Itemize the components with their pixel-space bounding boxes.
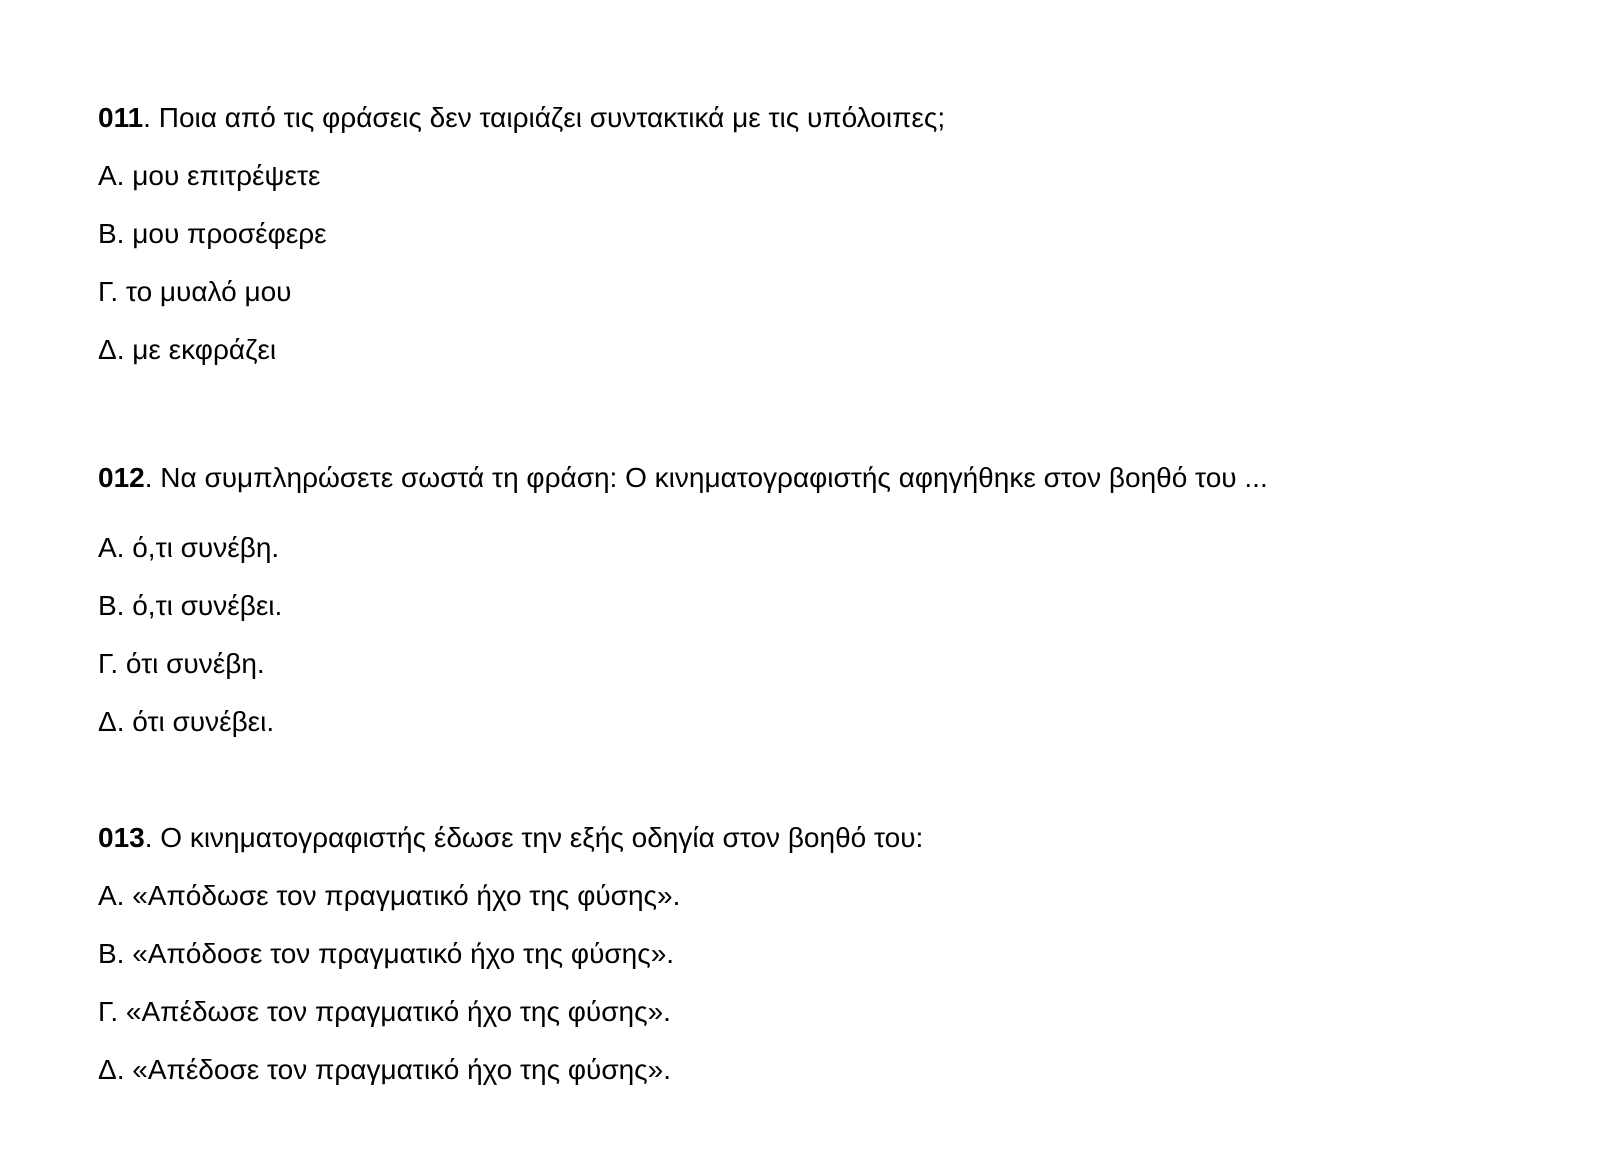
question-text: . Να συμπληρώσετε σωστά τη φράση: Ο κινηματογραφιστής αφηγήθηκε στον βοηθό του ...	[144, 462, 1268, 493]
question-number: 012	[98, 462, 145, 493]
question-number: 011	[98, 102, 144, 133]
question-012-stem	[98, 460, 1268, 496]
question-011-option-b: Β. μου προσέφερε	[98, 218, 327, 249]
question-013-option-c: Γ. «Απέδωσε τον πραγματικό ήχο της φύσης».	[98, 996, 671, 1027]
question-012-option-c: Γ. ότι συνέβη.	[98, 648, 265, 679]
question-013-option-a: Α. «Απόδωσε τον πραγματικό ήχο της φύσης».	[98, 880, 681, 911]
question-012-option-d: Δ. ότι συνέβει.	[98, 706, 275, 737]
question-text: . Ο κινηματογραφιστής έδωσε την εξής οδηγία στον βοηθό του:	[144, 822, 924, 853]
question-text: . Ποια από τις φράσεις δεν ταιριάζει συντακτικά με τις υπόλοιπες;	[143, 102, 946, 133]
question-013-option-d: Δ. «Απέδοσε τον πραγματικό ήχο της φύσης».	[98, 1054, 672, 1085]
question-011-option-d: Δ. με εκφράζει	[98, 334, 277, 365]
question-011-option-c: Γ. το μυαλό μου	[98, 276, 292, 307]
question-011-option-a: Α. μου επιτρέψετε	[98, 160, 321, 191]
question-011-stem	[98, 100, 945, 136]
question-number: 013	[98, 822, 145, 853]
question-012-option-a: Α. ό,τι συνέβη.	[98, 532, 280, 563]
question-013-option-b: Β. «Απόδοσε τον πραγματικό ήχο της φύσης».	[98, 938, 675, 969]
question-013-stem	[98, 820, 923, 856]
question-012-option-b: Β. ό,τι συνέβει.	[98, 590, 283, 621]
